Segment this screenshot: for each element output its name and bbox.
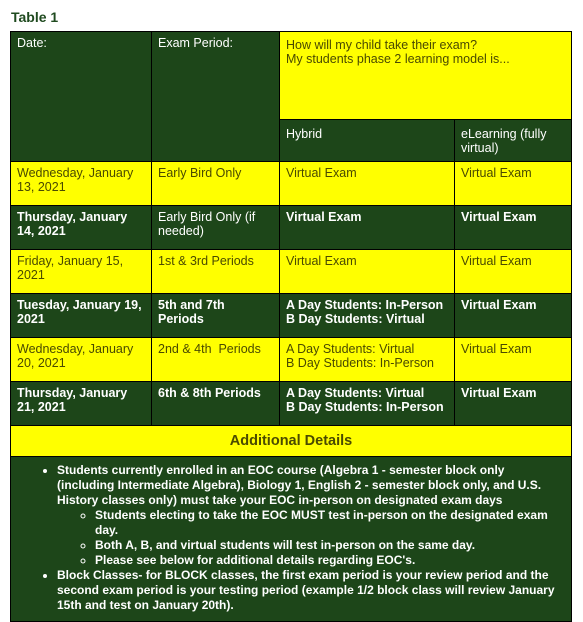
details-list: [19, 463, 563, 613]
cell-period: 2nd & 4th Periods: [152, 338, 280, 382]
cell-hybrid: [280, 382, 455, 426]
hybrid-line-2: B Day Students: In-Person: [286, 400, 444, 414]
hybrid-line-1: A Day Students: In-Person: [286, 298, 444, 312]
list-item: [95, 508, 563, 538]
table-row: [11, 338, 572, 382]
header-elearning-label: eLearning (fully virtual): [461, 127, 547, 155]
list-item: [57, 568, 563, 613]
list-item: [95, 538, 563, 553]
cell-hybrid: [280, 250, 455, 294]
header-hybrid-label: Hybrid: [286, 127, 323, 141]
cell-hybrid: [280, 162, 455, 206]
cell-date: Tuesday, January 19, 2021: [11, 294, 152, 338]
hybrid-line-1: Virtual Exam: [286, 210, 362, 224]
cell-date: Thursday, January 21, 2021: [11, 382, 152, 426]
exam-schedule-table: [10, 31, 572, 622]
cell-elearning: Virtual Exam: [455, 294, 572, 338]
cell-period: 6th & 8th Periods: [152, 382, 280, 426]
cell-hybrid: [280, 294, 455, 338]
list-item: [95, 553, 563, 568]
table-row: [11, 250, 572, 294]
hybrid-line-2: B Day Students: Virtual: [286, 312, 425, 326]
table-row: [11, 294, 572, 338]
cell-date: Wednesday, January 13, 2021: [11, 162, 152, 206]
header-row: [11, 32, 572, 120]
additional-details-title: Additional Details: [11, 426, 572, 457]
cell-period: Early Bird Only: [152, 162, 280, 206]
header-period: [152, 32, 280, 162]
hybrid-line-1: Virtual Exam: [286, 166, 357, 180]
header-date-label: Date:: [17, 36, 47, 50]
cell-date: Wednesday, January 20, 2021: [11, 338, 152, 382]
details-sublist: [57, 508, 563, 568]
header-question: [280, 32, 572, 120]
cell-hybrid: [280, 206, 455, 250]
detail-see-below: Please see below for additional details regarding EOC's.: [95, 553, 416, 567]
header-period-label: Exam Period:: [158, 36, 234, 50]
question-line-2: My students phase 2 learning model is...: [286, 52, 510, 66]
hybrid-line-1: Virtual Exam: [286, 254, 357, 268]
cell-period: 1st & 3rd Periods: [152, 250, 280, 294]
cell-hybrid: [280, 338, 455, 382]
header-date: [11, 32, 152, 162]
question-line-1: How will my child take their exam?: [286, 38, 478, 52]
header-hybrid: [280, 120, 455, 162]
additional-title-row: [11, 426, 572, 457]
cell-elearning: Virtual Exam: [455, 250, 572, 294]
cell-elearning: Virtual Exam: [455, 206, 572, 250]
cell-period: Early Bird Only (if needed): [152, 206, 280, 250]
header-elearning: [455, 120, 572, 162]
table-caption: Table 1: [11, 9, 59, 25]
detail-eoc-requirement: Students currently enrolled in an EOC course (Algebra 1 - semester block only (including Intermediate Algebra), Biology 1, English 2 - semester block only, and U.S. History classes only) must take your EOC in-person on designated exam days: [57, 463, 542, 507]
cell-period: 5th and 7th Periods: [152, 294, 280, 338]
hybrid-line-2: B Day Students: In-Person: [286, 356, 434, 370]
hybrid-line-1: A Day Students: Virtual: [286, 386, 425, 400]
detail-same-day: Both A, B, and virtual students will test in-person on the same day.: [95, 538, 476, 552]
hybrid-line-1: A Day Students: Virtual: [286, 342, 415, 356]
cell-date: Friday, January 15, 2021: [11, 250, 152, 294]
table-row: [11, 382, 572, 426]
detail-block-classes: Block Classes- for BLOCK classes, the first exam period is your review period and the second exam period is your testing period (example 1/2 block class will review January 15th and test on January 20th).: [57, 568, 555, 612]
list-item: [57, 463, 563, 568]
cell-elearning: Virtual Exam: [455, 382, 572, 426]
table-row: [11, 162, 572, 206]
cell-elearning: Virtual Exam: [455, 162, 572, 206]
cell-date: Thursday, January 14, 2021: [11, 206, 152, 250]
detail-eoc-in-person: Students electing to take the EOC MUST test in-person on the designated exam day.: [95, 508, 548, 537]
cell-elearning: Virtual Exam: [455, 338, 572, 382]
table-row: [11, 206, 572, 250]
